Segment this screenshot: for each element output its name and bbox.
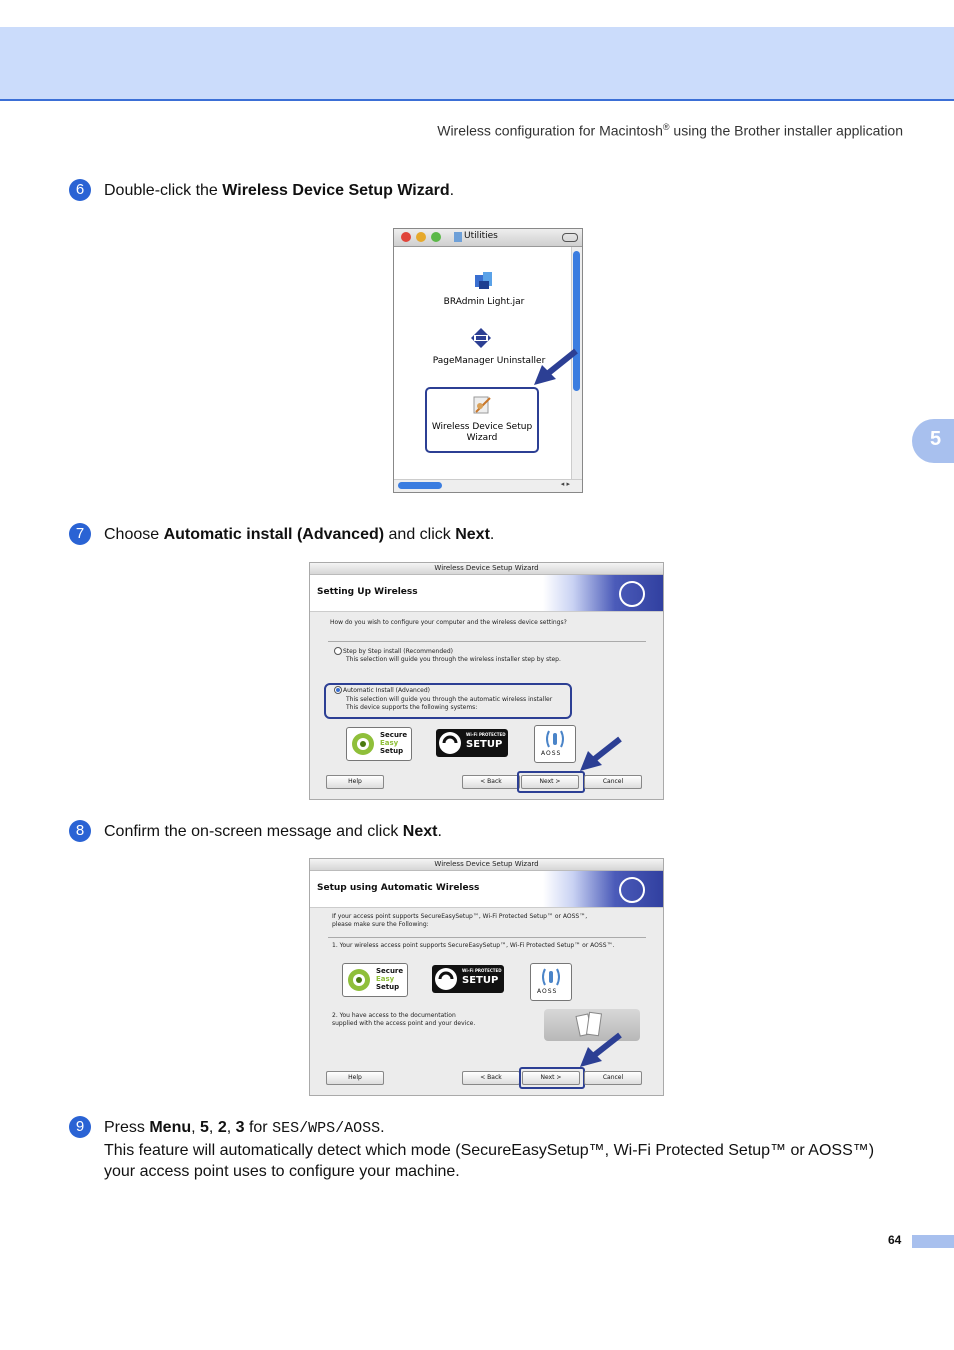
help-button[interactable]: Help: [326, 1071, 384, 1085]
page-number: 64: [888, 1233, 902, 1247]
option-1-label: Step by Step install (Recommended): [343, 648, 454, 655]
cancel-button[interactable]: Cancel: [584, 775, 642, 789]
wifi-protected-setup-logo: Wi-Fi PROTECTED SETUP: [432, 965, 504, 993]
aoss-emblem-icon: [539, 967, 563, 987]
back-button[interactable]: < Back: [462, 1071, 520, 1085]
automatic-install-radio[interactable]: [334, 686, 342, 694]
pagemanager-label: PageManager Uninstaller: [432, 356, 546, 366]
dialog-2-point-2a: 2. You have access to the documentation: [332, 1012, 456, 1019]
aoss-emblem-icon: [543, 729, 567, 749]
chapter-tab: 5: [912, 419, 954, 463]
page-number-bar: [912, 1235, 954, 1248]
next-button[interactable]: Next >: [522, 1071, 580, 1085]
ses-text: Secure Easy Setup: [376, 967, 404, 991]
wifi-icon: [619, 581, 645, 607]
top-header-band: [0, 27, 954, 101]
wizard-label: Wireless Device Setup Wizard: [431, 422, 533, 443]
secure-easy-setup-logo: [342, 963, 408, 997]
toolbar-toggle-icon[interactable]: [562, 233, 578, 242]
dialog-2-header: [310, 871, 663, 908]
step-9-text: Press Menu, 5, 2, 3 for SES/WPS/AOSS.: [104, 1119, 385, 1137]
ses-text: Secure Easy Setup: [380, 731, 408, 755]
dialog-1-heading: Setting Up Wireless: [317, 587, 418, 597]
pointer-arrow-icon: [530, 347, 580, 387]
option-1-desc: This selection will guide you through the wireless installer step by step.: [346, 656, 561, 663]
dialog-2-point-2b: supplied with the access point and your device.: [332, 1020, 476, 1027]
step-8-badge: 8: [69, 820, 91, 842]
ses-emblem-icon: [347, 968, 371, 992]
finder-window: [393, 228, 583, 493]
dialog-1-header: [310, 575, 663, 612]
running-head: Wireless configuration for Macintosh® using the Brother installer application: [437, 122, 903, 139]
aoss-logo: AOSS: [530, 963, 572, 1001]
bradmin-icon[interactable]: [473, 269, 495, 291]
dialog-2-intro-2: please make sure the Following:: [332, 921, 429, 928]
pointer-arrow-icon: [576, 1031, 624, 1069]
dialog-1-question: How do you wish to configure your computer and the wireless device settings?: [330, 619, 567, 626]
wifi-icon: [619, 877, 645, 903]
dialog-2-titlebar: Wireless Device Setup Wizard: [310, 859, 663, 871]
pointer-arrow-icon: [576, 735, 624, 773]
horizontal-scrollbar[interactable]: ◂ ▸: [394, 479, 582, 492]
dialog-2-intro-1: If your access point supports SecureEasySetup™, Wi-Fi Protected Setup™ or AOSS™,: [332, 913, 588, 920]
wizard-icon[interactable]: [471, 394, 493, 416]
aoss-logo: AOSS: [534, 725, 576, 763]
option-2-desc-1: This selection will guide you through the automatic wireless installer: [346, 696, 553, 703]
wps-emblem-icon: [438, 731, 462, 755]
minimize-icon[interactable]: [416, 232, 426, 242]
finder-titlebar: [394, 229, 582, 247]
cancel-button[interactable]: Cancel: [584, 1071, 642, 1085]
wireless-banner: [543, 871, 663, 907]
step-8-text: Confirm the on-screen message and click Next.: [104, 823, 442, 840]
option-2-label: Automatic Install (Advanced): [343, 687, 430, 694]
secure-easy-setup-logo: [346, 727, 412, 761]
setup-wizard-dialog-1: [309, 562, 664, 800]
pagemanager-icon[interactable]: [470, 327, 492, 349]
ses-emblem-icon: [351, 732, 375, 756]
folder-icon: [454, 232, 462, 242]
zoom-icon[interactable]: [431, 232, 441, 242]
close-icon[interactable]: [401, 232, 411, 242]
option-2-desc-2: This device supports the following systems:: [346, 704, 478, 711]
step-6-text: Double-click the Wireless Device Setup Wizard.: [104, 182, 455, 199]
setup-wizard-dialog-2: [309, 858, 664, 1096]
help-button[interactable]: Help: [326, 775, 384, 789]
dialog-2-heading: Setup using Automatic Wireless: [317, 883, 480, 893]
dialog-1-titlebar: Wireless Device Setup Wizard: [310, 563, 663, 575]
next-button[interactable]: Next >: [521, 775, 579, 789]
wps-emblem-icon: [434, 967, 458, 991]
wireless-banner: [543, 575, 663, 611]
step-6-badge: 6: [69, 179, 91, 201]
step-9-badge: 9: [69, 1116, 91, 1138]
step-7-text: Choose Automatic install (Advanced) and click Next.: [104, 526, 495, 543]
dialog-2-point-1: 1. Your wireless access point supports SecureEasySetup™, Wi-Fi Protected Setup™ or AOSS™.: [332, 942, 615, 949]
step-by-step-radio[interactable]: [334, 647, 342, 655]
step-7-badge: 7: [69, 523, 91, 545]
back-button[interactable]: < Back: [462, 775, 520, 789]
step-9-description: This feature will automatically detect which mode (SecureEasySetup™, Wi-Fi Protected Setup™ or AOSS™) your access point uses to configure your machine.: [104, 1142, 875, 1180]
finder-title: Utilities: [464, 231, 498, 241]
wifi-protected-setup-logo: Wi-Fi PROTECTED SETUP: [436, 729, 508, 757]
bradmin-label: BRAdmin Light.jar: [443, 297, 525, 307]
